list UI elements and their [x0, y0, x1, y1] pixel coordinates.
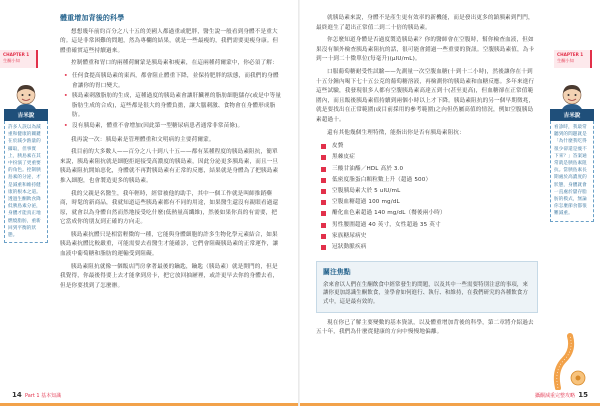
paragraph: 我目前的大多數人——百分之八十到八十五——都有某種程度的胰島素阻抗，簡單來說，胰島素阻抗就是細胞拒絕接受高濃度的胰島素，因此分泌更多胰島素，而且一旦胰島素阻抗開始惡化，身體就不再對胰島素有正常的反應，結果就是身體為了把胰島素推入細胞，也會製造更多的胰島素。 — [60, 149, 279, 184]
right-body — [316, 14, 538, 341]
right-page — [300, 0, 600, 406]
bullet-item: • 沒有胰島素，體重不會增加(因此第一型糖尿病患者通常非常苗條)。 — [60, 122, 282, 132]
paragraph: 控制體重和胃口的兩種荷爾蒙是胰島素和瘦素，在這兩種荷爾蒙中，你必須了解： — [71, 60, 278, 67]
sign-item: 三酸甘油酯／HDL 高於 3.0 — [316, 164, 538, 175]
sign-item: 男性腰圍超過 40 英寸，女性超過 35 英寸 — [316, 220, 538, 231]
paragraph: 胰島素阻抗就像一個飯店門房拿著最後的鑰匙，鑰匙（胰島素）就是開門的，但是我覺得，你最後得要上去才能拿到房卡，把它放回抽屜裡，或許更早去你的身體去看，但是你要找到了怎麼辦。 — [60, 263, 279, 289]
sign-item: 皮贅 — [316, 141, 538, 152]
paragraph: 還有其他幾個生理特徵，能指出你是否有胰島素阻抗： — [327, 129, 465, 136]
section-heading: 體重增加背後的科學 — [60, 14, 125, 22]
doctor-note: 許多人誤以為減重和健康的關鍵在於減少熱量的攝取，但事實上，胰島素在其中扮演了更重要的角色。控制胰島素的分泌，才是減重和維持健康的根本之道。透過生酮飲食降低胰島素分泌，身體才能真正地燃燒脂肪，重新回到平衡的狀態。 — [4, 121, 48, 243]
bullet-item: • 任何食提高胰島素的東西，都會阻止體重下降，並保持肥胖的狀態，而我們的身體會讓你的胃口變大。 — [60, 72, 282, 91]
right-footer — [535, 391, 588, 399]
chapter-title: 生酮小知 — [557, 58, 574, 63]
paragraph: 現在你已了解主要變數的基本資訊，以及體重增加背後的科學，第二章將介紹過去五十年，我們為什麼從健康的方向中慢慢地偏離。 — [316, 319, 534, 336]
focus-box — [316, 261, 538, 312]
chapter-number: CHAPTER 1 — [557, 52, 584, 57]
doctor-sidebar — [550, 82, 594, 222]
paragraph: 就胰島素來說，身體不是產生更有效率的新機能，而是發出更多的鎮胰素到門門，最終進生了超出正常值二到二十倍的胰島素。 — [316, 15, 534, 31]
sign-item: 黑棘皮症 — [316, 152, 538, 163]
focus-title: 關注焦點 — [323, 268, 351, 277]
footer-section: Part 1 基本知識 — [24, 393, 62, 399]
sign-item: 醣化血色素超過 140 mg/dL（餐後兩小時） — [316, 208, 538, 219]
chapter-tab — [554, 50, 592, 68]
sign-item: 空腹血糖超過 100 mg/dL — [316, 197, 538, 208]
sign-item: 冠狀動脈疾病 — [316, 242, 538, 253]
bullet-list — [60, 72, 282, 132]
paragraph: 我的父親是名醫生，我年輕時，經常被他的助手，其中一個工作就是叫師推銷藥商，時髦的新商品，我就知道這些胰島素都有不同的用途，如果醫生還沒有親眼看過還原，就會以為身體自然而然地接受吃什麼(低熱量高纖維)，然後如果你真的有需要，把它當成你的朋友到正確的方向走。 — [60, 190, 279, 226]
sign-item: 低密度脂蛋白顆粒數上升（超過 500） — [316, 175, 538, 186]
paragraph: 想想幾年前約百分之八十五的美國人都過重或肥胖，醫生說一般看到身體不是重大的。這是非常困難的問題，然為專欄的結果，就是一些最瘦的，我們需要更瘦身康。但體重確實這些持續過來。 — [60, 28, 279, 54]
doctor-label: 吉米說 — [4, 109, 48, 121]
sign-item: 家族糖尿病史 — [316, 231, 538, 242]
signs-list — [316, 141, 538, 253]
doctor-avatar-icon — [557, 82, 587, 112]
paragraph: 口服葡萄糖耐受性試驗——先測量一次空腹血糖(十到十二小時)，然後讓你在十到十五分鐘內喝下七十五公克的葡萄糖溶液，再檢測你的胰島素和血糖反應。多年來進行這些試驗，我發現很多人都有空腹胰島素高達五到十(甚至更高)，但血糖卻在正常值範圍內，而且飯後胰島素值持續到兩個小時以上才下降。胰島素阻抗的另一個早期徵兆，就是要找出在正常範圍(或目前採用的參考範圍)之內但仍屬高值的情況，例如空腹胰島素超過十。 — [316, 68, 535, 123]
paragraph: 胰島素抗體只是相當輕微的一種，它能與身體細胞的許多生物化學元素結合，如果胰島素抗體比較嚴重，可能需要去看醫生才能確診，它們會阻礙胰島素的正常運作，讓血液中葡萄糖和脂肪的運輸受到阻礙。 — [60, 231, 279, 258]
doctor-note: 看診時，我最常聽到的問題就是「為什麼我吃得很少卻還是瘦不下來？」答案通常就是胰島素阻抗。當胰島素長期處於高濃度的狀態，身體就會一直處於儲存脂肪的模式，無論你怎麼節食都很難減重。 — [550, 121, 594, 222]
chapter-tab — [0, 50, 38, 68]
sign-item: 空腹胰島素大於 5 uIU/mL — [316, 186, 538, 197]
chapter-number: CHAPTER 1 — [3, 52, 30, 57]
chapter-title: 生酮小知 — [3, 58, 20, 63]
doctor-sidebar — [4, 82, 48, 243]
focus-body: 余來會以人們在生酮飲食中經常發生的問題，以及其中一些需要特別注意的事項，來讓你更加認識生酮飲食，並學會如何進行、執行、和維持，在我們研究的各種飲食方式中，這是最有效的。 — [323, 281, 529, 305]
page-number: 15 — [578, 391, 588, 399]
measuring-tape-icon — [552, 330, 588, 390]
left-footer — [12, 391, 61, 399]
left-body — [60, 14, 282, 294]
footer-section: 攝酮減重完整攻略 — [535, 393, 576, 399]
page-number: 14 — [12, 391, 22, 399]
bullet-item: • 胰島素刺激脂肪的生成，這種過度的胰島素會讓肝臟裡的脂肪細胞儲存(或是中等量脂肪生成的合成)，這些都是很大的身體負擔，讓大腦刺激、食物會在身體形成脂肪。 — [60, 92, 282, 121]
doctor-avatar-icon — [11, 82, 41, 112]
paragraph: 我再說一次：胰島素是管理體重和文明病的主要荷爾蒙。 — [71, 136, 215, 143]
doctor-label: 吉米說 — [550, 109, 594, 121]
paragraph: 你怎麼知道身體是否過度製造胰島素？你的醫師會在空腹時，幫你檢查血液，但如果沒有額外檢查胰島素阻抗的話，很可能會錯過一些重要的資訊。空腹胰島素值，為卡到一十到二十微單位(每毫升)(μIU/mL)。 — [316, 37, 535, 63]
